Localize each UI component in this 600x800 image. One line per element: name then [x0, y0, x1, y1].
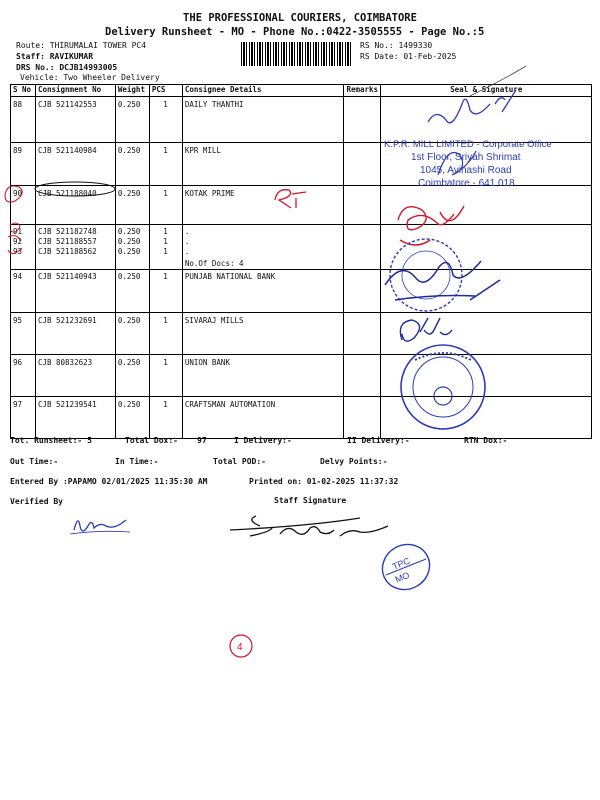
kpr-stamp-line2: 1st Floor, Sriyah Shrimat — [411, 152, 521, 163]
kpr-stamp-line1: K.P.R. MILL LIMITED - Corporate Office — [384, 139, 552, 150]
cell-sno: 96 — [11, 355, 36, 397]
page-subtitle: Delivery Runsheet - MO - Phone No.:0422-3505555 - Page No.:5 — [105, 26, 485, 38]
cell-sno: 90 — [11, 186, 36, 225]
vehicle-label: Vehicle: Two Wheeler Delivery — [20, 73, 160, 82]
group-sno: 91 — [13, 227, 23, 236]
cell-sno: 97 — [11, 397, 36, 439]
group-pcs: 1 — [163, 227, 168, 236]
signature-row-95 — [400, 318, 452, 341]
cell-pcs: 1 — [149, 355, 182, 397]
cell-sno: 95 — [11, 313, 36, 355]
red-page-number: 4 — [237, 642, 243, 653]
cell-consignment: CJB 521140943 — [35, 270, 115, 313]
cell-weight: 0.250 — [115, 355, 149, 397]
total-dox-label: Total Dox:- — [125, 436, 178, 445]
red-mark-sno-91-93 — [8, 223, 22, 254]
group-weight: 0.250 — [117, 247, 141, 256]
column-header: Weight — [115, 85, 149, 97]
rs-date: RS Date: 01-Feb-2025 — [360, 52, 457, 61]
group-sno: 93 — [13, 247, 23, 256]
cell-details: CRAFTSMAN AUTOMATION — [182, 397, 344, 439]
column-header: S No — [11, 85, 36, 97]
cell-consignment: CJB 521239541 — [35, 397, 115, 439]
column-header: Seal & Signature — [381, 85, 592, 97]
group-details: . — [184, 237, 190, 246]
cell-consignment: CJB 521188040 — [35, 186, 115, 225]
i-delivery: I Delivery:- — [234, 436, 292, 445]
cell-weight: 0.250 — [115, 270, 149, 313]
group-consignment: CJB 521182748 — [37, 227, 97, 236]
cell-consignment: CJB 521140984 — [35, 143, 115, 186]
cell-weight: 0.250 — [115, 186, 149, 225]
entered-by: Entered By :PAPAMO 02/01/2025 11:35:30 AM — [10, 477, 208, 486]
cell-details: KOTAK PRIME — [182, 186, 344, 225]
group-sno: 92 — [13, 237, 23, 246]
rs-number: RS No.: 1499330 — [360, 41, 433, 50]
group-pcs: 1 — [163, 247, 168, 256]
cell-weight: 0.250 — [115, 397, 149, 439]
page-title: THE PROFESSIONAL COURIERS, COIMBATORE — [183, 12, 417, 24]
cell-details: SIVARAJ MILLS — [182, 313, 344, 355]
cell-details: DAILY THANTHI — [182, 97, 344, 143]
cell-pcs: 1 — [149, 270, 182, 313]
cell-consignment: CJB 521232691 — [35, 313, 115, 355]
verified-by: Verified By — [10, 497, 63, 506]
group-weight: 0.250 — [117, 227, 141, 236]
kpr-stamp-line3: 1045, Avinashi Road — [420, 165, 512, 176]
group-pcs: 1 — [163, 237, 168, 246]
out-time: Out Time:- — [10, 457, 59, 466]
kpr-stamp-line4: Coimbatore - 641 018 — [418, 178, 515, 189]
group-consignment: CJB 521188557 — [37, 237, 97, 246]
cell-pcs: 1 — [149, 186, 182, 225]
ii-delivery: II Delivery:- — [347, 436, 410, 445]
column-header: Consignment No — [35, 85, 115, 97]
tpc-label: TPC — [390, 555, 412, 572]
no-of-docs: No.Of Docs: 4 — [184, 259, 244, 268]
cell-weight: 0.250 — [115, 143, 149, 186]
cell-pcs: 1 — [149, 397, 182, 439]
total-pod: Total POD:- — [213, 457, 266, 466]
cell-consignment: CJB 80832623 — [35, 355, 115, 397]
total-dox-value: 97 — [197, 436, 207, 445]
red-mark-sno-90 — [5, 186, 22, 202]
column-header: Consignee Details — [182, 85, 344, 97]
delvy-points: Delvy Points:- — [320, 457, 388, 466]
signature-pen-stroke — [470, 66, 526, 96]
cell-consignment: CJB 521142553 — [35, 97, 115, 143]
cell-sno: 88 — [11, 97, 36, 143]
column-header: Remarks — [344, 85, 381, 97]
staff-signature — [230, 516, 388, 536]
group-details: . — [184, 227, 190, 236]
cell-details: PUNJAB NATIONAL BANK — [182, 270, 344, 313]
group-weight: 0.250 — [117, 237, 141, 246]
red-signature-row-90 — [398, 206, 464, 245]
cell-details: KPR MILL — [182, 143, 344, 186]
cell-pcs: 1 — [149, 313, 182, 355]
column-header: PCS — [149, 85, 182, 97]
group-consignment: CJB 521188562 — [37, 247, 97, 256]
cell-details: UNION BANK — [182, 355, 344, 397]
cell-sno: 89 — [11, 143, 36, 186]
drs-label: DRS No.: DCJB14993005 — [16, 63, 118, 72]
cell-weight: 0.250 — [115, 97, 149, 143]
cell-weight: 0.250 — [115, 313, 149, 355]
red-initials-label: RF — [262, 205, 264, 206]
in-time: In Time:- — [115, 457, 159, 466]
verified-signature — [74, 520, 126, 531]
staff-signature-label: Staff Signature — [274, 496, 347, 505]
rtn-dox: RTN Dox:- — [464, 436, 508, 445]
pnb-seal — [390, 239, 462, 311]
mo-label: MO — [393, 569, 411, 585]
printed-on: Printed on: 01-02-2025 11:37:32 — [249, 477, 399, 486]
signature-row-89 — [438, 151, 476, 175]
cell-pcs: 1 — [149, 97, 182, 143]
red-initials — [275, 190, 306, 208]
cell-sno: 94 — [11, 270, 36, 313]
staff-label: Staff: RAVIKUMAR — [16, 52, 94, 61]
group-details: . — [184, 247, 190, 256]
cell-pcs: 1 — [149, 143, 182, 186]
circle-mark-90 — [35, 182, 115, 196]
tot-runsheet: Tot. Runsheet:- 5 — [10, 436, 92, 445]
route-label: Route: THIRUMALAI TOWER PC4 — [16, 41, 147, 50]
